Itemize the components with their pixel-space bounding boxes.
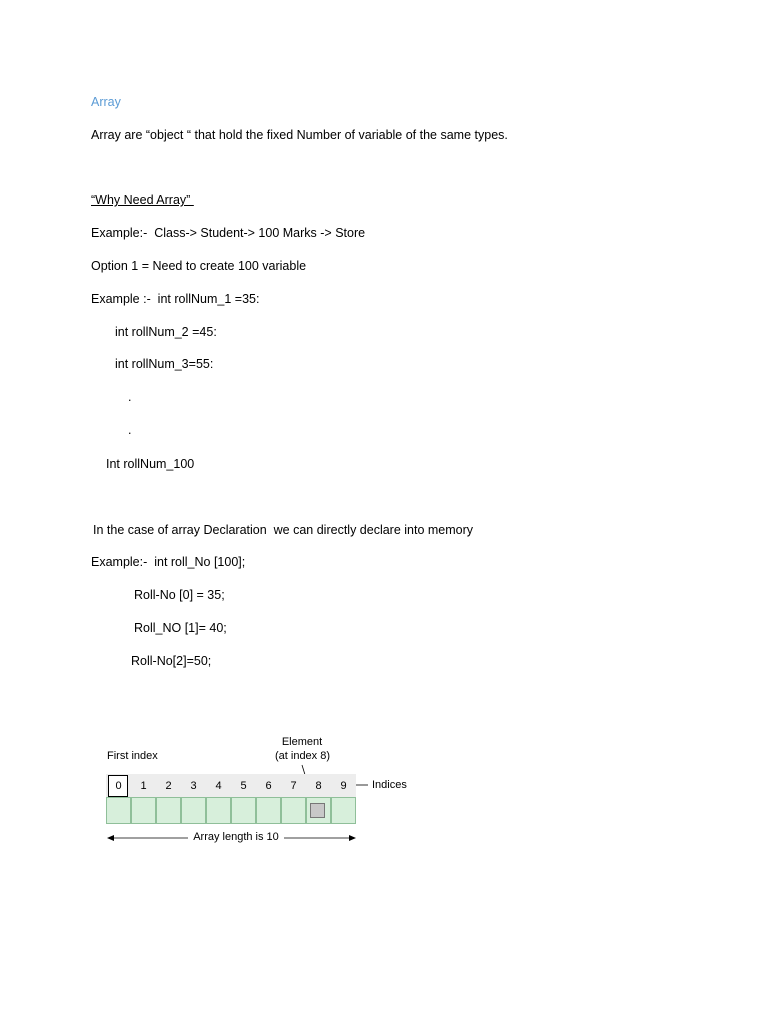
why-heading: “Why Need Array” — [91, 193, 194, 207]
element-label: Element — [281, 736, 323, 748]
element-index-label: (at index 8) — [274, 750, 331, 762]
array-cell — [331, 797, 356, 824]
option-line: Option 1 = Need to create 100 variable — [91, 259, 307, 273]
array-index-0: 0 — [115, 780, 122, 792]
array-cell — [181, 797, 206, 824]
assign-index-1: Roll_NO [1]= 40; — [134, 621, 227, 635]
rollnum-2-line: int rollNum_2 =45: — [115, 325, 217, 339]
array-index-7: 7 — [290, 780, 297, 792]
assign-index-0: Roll-No [0] = 35; — [134, 588, 225, 602]
ellipsis-dot: . — [128, 390, 132, 404]
assign-index-2: Roll-No[2]=50; — [131, 654, 212, 668]
array-length-label: Array length is 10 — [188, 831, 284, 844]
array-cell — [231, 797, 256, 824]
first-index-label: First index — [107, 750, 158, 762]
array-index-1: 1 — [140, 780, 147, 792]
array-index-4: 4 — [215, 780, 222, 792]
array-index-2: 2 — [165, 780, 172, 792]
array-index-3: 3 — [190, 780, 197, 792]
definition-text: Array are “object “ that hold the fixed Number of variable of the same types. — [91, 128, 508, 142]
array-diagram — [100, 730, 430, 850]
array-cell — [281, 797, 306, 824]
rollnum-3-line: int rollNum_3=55: — [115, 357, 214, 371]
array-index-8: 8 — [315, 780, 322, 792]
array-index-5: 5 — [240, 780, 247, 792]
array-cell — [206, 797, 231, 824]
page-title: Array — [91, 95, 121, 109]
array-cell — [156, 797, 181, 824]
indices-label: Indices — [372, 779, 407, 791]
array-cell — [256, 797, 281, 824]
example-array-line: Example:- int roll_No [100]; — [91, 555, 246, 569]
array-index-9: 9 — [340, 780, 347, 792]
array-index-6: 6 — [265, 780, 272, 792]
array-cell — [131, 797, 156, 824]
example-class-line: Example:- Class-> Student-> 100 Marks -> Store — [91, 226, 366, 240]
ellipsis-dot: . — [128, 423, 132, 437]
element-marker — [310, 803, 325, 818]
array-cell — [106, 797, 131, 824]
rollnum-100-line: Int rollNum_100 — [106, 457, 195, 471]
array-declaration-text: In the case of array Declaration we can directly declare into memory — [93, 523, 474, 537]
example-rollnum-line: Example :- int rollNum_1 =35: — [91, 292, 260, 306]
